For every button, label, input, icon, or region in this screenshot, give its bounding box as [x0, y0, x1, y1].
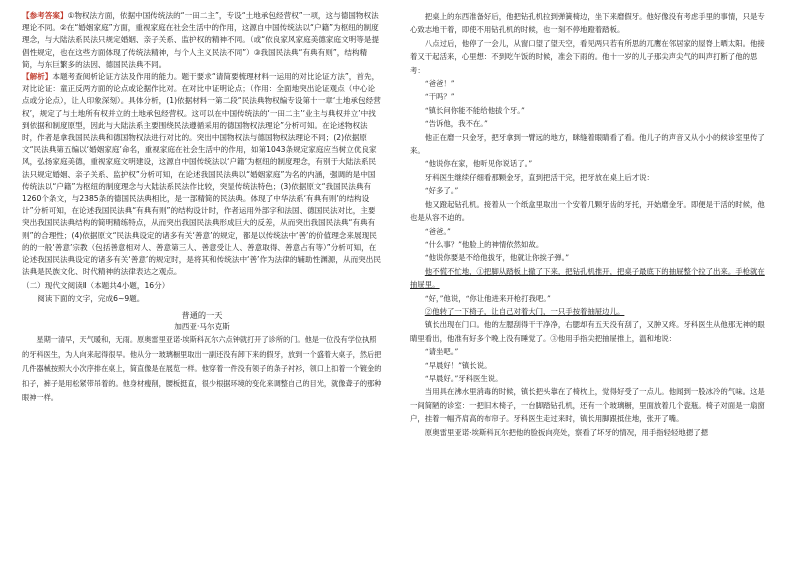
dialogue-line: “干吗？”	[424, 92, 455, 102]
story-paragraph: 把桌上的东西准备好后，他把钻孔机拉到弹簧椅边，坐下来磨假牙。他好像没有考虑手里的事情，只是专心致志地干着，即使不用钻孔机的时候，也一刻不停地蹬着踏板。	[410, 12, 765, 35]
story-paragraph: 当用具在沸水里消毒的时候，镇长把头靠在了椅枕上，觉得好受了一点儿。他闻到一股冰冷的气味。这是一间简陋的诊室：一把旧木椅子，一台脚踏钻孔机，还有一个玻璃橱，里面放着几个瓷瓶。椅子对面是一扇窗户，挂着一幅齐肩高的布帘子。牙科医生走过来时，镇长用脚跟抵住地，张开了嘴。	[410, 387, 765, 424]
analysis-tag: 【解析】	[22, 72, 53, 82]
section-heading: （二）现代文阅读Ⅱ（本题共4小题，16分）	[22, 281, 170, 291]
dialogue-line: “早晨好。”牙科医生说。	[424, 373, 503, 383]
dialogue-line: “请坐吧。”	[424, 347, 459, 357]
dialogue-line: “告诉他，我不在。”	[424, 119, 488, 129]
story-author: 加西亚·马尔克斯	[174, 322, 230, 332]
story-paragraph: 星期一清早，天气暖和，无雨。原奥雷里亚诺·埃斯科瓦尔六点钟就打开了诊所的门。他是一位没有学位执照的牙科医生，为人向来起得很早。他从分一玻璃橱里取出一副还没有卸下来的假牙，放到一个盛着大桌子，然后把几件器械按照大小次序排在桌上，简直像是在展览一样。他穿着一件没有领子的条子衬衫，领口上扣着一个镀金的扣子，裤子是用松紧带吊着的。他身材瘦削，腰板挺直，很少根据环境的变化来调整自己的目光，就像聋子的那种眼神一样。	[22, 335, 382, 402]
dialogue-line: “镇长问你能不能给他拔个牙。”	[424, 105, 525, 115]
story-paragraph: 镇长出现在门口。他的左腮刮得干干净净，右腮却有五天没有刮了，又肿又疼。牙科医生从他那无神的眼睛里看出，他准有好多个晚上没有睡觉了。③他用手指尖把抽屉推上，温和地说：	[410, 320, 765, 343]
dialogue-line: “他说你在家，他听见你说话了。”	[424, 159, 533, 169]
left-column	[22, 10, 382, 405]
dialogue-line: “爸爸！”	[424, 79, 455, 89]
dialogue-line: “爸爸。”	[424, 226, 451, 236]
dialogue-line: “好多了。”	[424, 186, 459, 196]
right-column	[410, 10, 770, 439]
story-paragraph: 八点过后，他停了一会儿，从窗口望了望天空，看见两只若有所思的兀鹰在邻居家的屋脊上晒太阳。他接着又干起活来，心里想：不到吃午饭的时候，准会下雨的。他十一岁的儿子那尖声尖气的叫声打断了他的思考：	[410, 38, 765, 75]
dialogue-line: “什么事？”他脸上的神情依然如故。	[424, 239, 544, 249]
answer-text: ①物权法方面，依据中国传统法的“一田二主”，专设“土地承包经营权”一项，这与德国物权法理论不同。②在“婚姻家庭”方面，重视家庭在社会生活中的作用，这源自中国传统法以“户籍”为枢纽的制度理念，与大陆法系民法只规定婚姻、亲子关系、监护权的精神不同。（或“依良家风家庭美德家庭文明等是提倡性规定，也在这些方面体现了传统法精神，与个人主义民法不同”）③我国民法典“有典有则”，结构精简，与东巨繁多的法因、德国民法典不同。	[22, 11, 380, 69]
story-paragraph: 牙科医生继续仔细看那颗金牙，直到把活干完，把牙放在桌上后才说：	[424, 172, 654, 182]
underlined-sentence-2: ②他转了一下椅子，让自己对着大门，一只手按着抽屉边儿。	[424, 306, 625, 316]
story-paragraph: 他正在磨一只金牙，把牙拿到一臂远的地方，眯缝着眼睛看了看。他儿子的声音又从小小的候诊室里传了来。	[410, 132, 765, 156]
analysis	[22, 71, 382, 278]
story-title: 普通的一天	[181, 309, 223, 320]
instruction-text: 阅读下面的文字，完成6~9题。	[37, 293, 145, 303]
answer-tag: 【参考答案】	[22, 11, 68, 20]
analysis-text: 本题考查阅析论证方法及作用的能力。题干要求“请简要梳理材料一运用的对比论证方法”，首先，对比论证：童正反两方面的论点或论据作比对。在对比中证明论点；（作用：全面地突出论证观点（中心论点或分论点），让人印象深刻）。具体分析，(1)依据材料一第二段“民法典物权编专设第十一章‘土地承包经营权’，规定了与土地所有权并立的土地承包经营权。这可以在中国传统法的‘一田二主’‘业主与典权并立’中找到依据和制度原型，因此与大陆法系主要围绕民法遵循采用的德国物权法理论”分析可知。在论述物权法时，作者是拿我国民法典和德国物权法进行对比的。突出中国物权法与德国物权法理论不同；(2)依据原文“民法典第五编以‘婚姻家庭’命名，重视家庭在社会生活中的作用，如第1043条规定家庭应当树立优良家风，弘扬家庭美德，重视家庭文明建设，这源自中国传统法以‘户籍’为枢纽的制度理念，有别于大陆法系民法只规定婚姻、亲子关系、监护权”分析可知，在论述我国民法典以“婚姻家庭”为名的内涵，强调的是中国传统法以“户籍”为枢纽的制度理念与大陆法系民法作比较，突显传统法特色；(3)依据原文“我国民法典有1260个条文，与2385条的德国民法典相比，是一部精简的民法典。体现了中华法系‘有典有则’的结构设计”分析可知，在论述我国民法典“有典有则”的结构设计时，作者运用外部字和法国、德国民法对比，主要突出我国民法典结构的简明精练特点，从而突出我国民法典形成巨大的反差，从而突出我国民法典“有典有则”的合理性；(4)依据原文“民法典设定的诸多有关‘善意’的规定，都是以传统法中‘善’的价值理念来展现民的的一般‘善意’宗教（包括善意相对人、善意第三人、善意受让人、善意取得、善意占有等）”分析可知，在论述我国民法典设定的诸多有关‘善意’的规定时，是将其和传统法中‘善’作为法律的辅助性渊源，从而突出民法典是民族文化、时代精神的法律表达之观点。	[22, 72, 381, 277]
dialogue-line: “早晨好！”镇长说。	[424, 360, 492, 370]
underlined-sentence-1: 他不慌不忙地，①把脚从踏板上撤了下来，把钻孔机推开，把桌子最底下的抽屉整个拉了出来。手枪就在抽屉里。	[410, 266, 765, 290]
reference-answer	[22, 10, 382, 71]
story-paragraph: 原奥雷里亚诺·埃斯科瓦尔把他的脸扳向亮处，察看了坏牙的情况，用手指轻轻地摁了摁	[424, 427, 708, 437]
dialogue-line: “好，”他说，“你让他进来开枪打我吧。”	[424, 293, 551, 303]
story-paragraph: 他又蹬起钻孔机。接着从一个纸盒里取出一个安着几颗牙齿的牙托，开始磨金牙。即便是干活的时候，他也是从容不迫的。	[410, 199, 765, 223]
story-paragraph: “他说你要是不给他拔牙，他就让你挨子弹。”	[424, 253, 570, 263]
